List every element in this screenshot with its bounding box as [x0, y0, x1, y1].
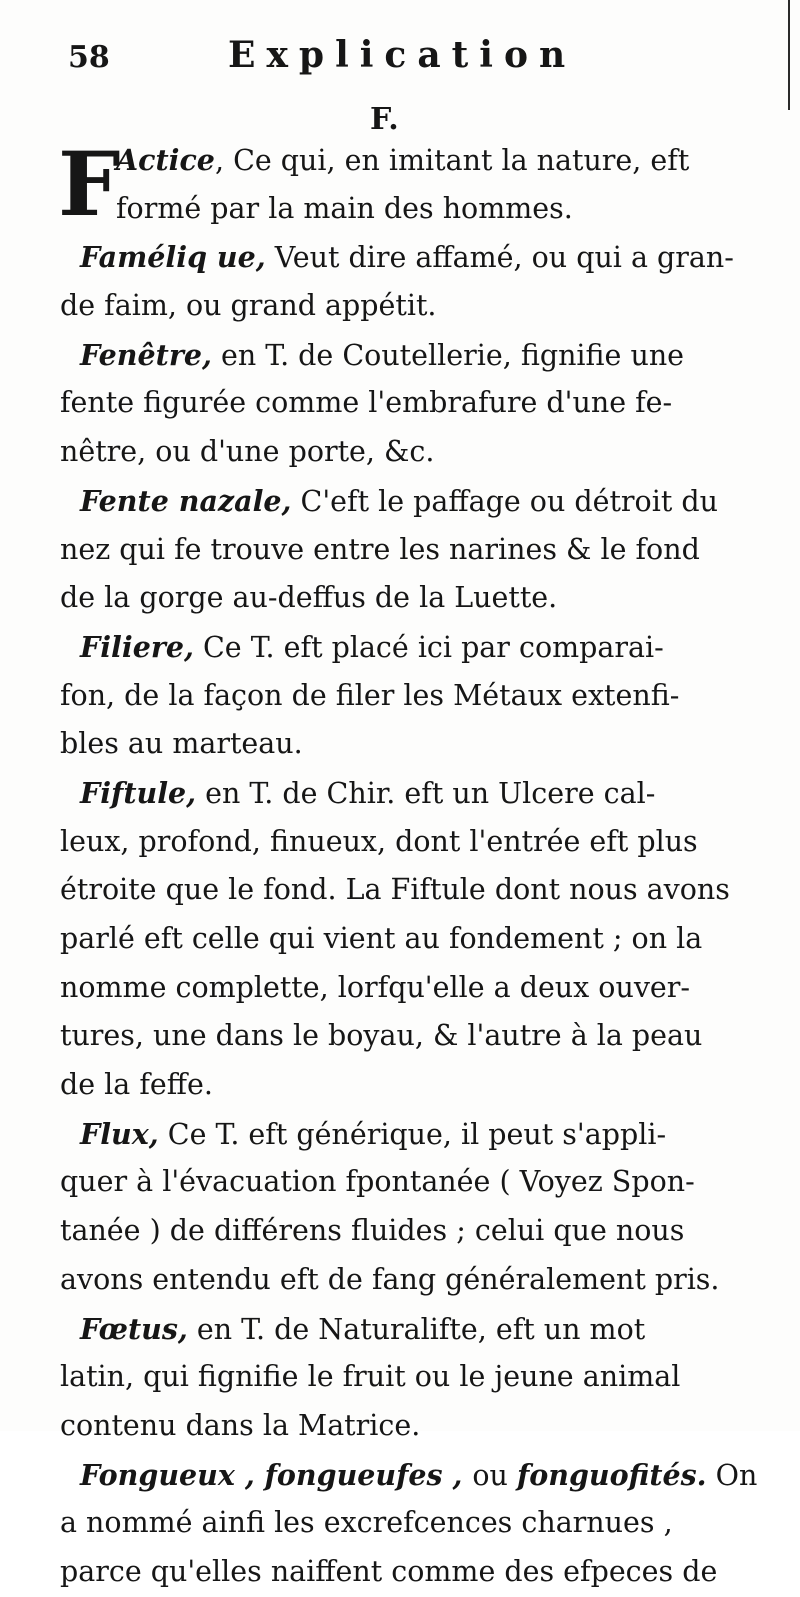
- entry-text: tures, une dans le boyau, & l'autre à la peau: [60, 1019, 703, 1053]
- entry-term: Fiftule,: [80, 775, 197, 810]
- text-line: [60, 428, 772, 477]
- text-line: [60, 1158, 772, 1207]
- text-line: [60, 1256, 772, 1305]
- text-line: [60, 964, 772, 1013]
- glossary-text: [58, 132, 772, 1597]
- page-number: 58: [68, 40, 110, 75]
- entry-text: formé par la main des hommes.: [116, 191, 573, 225]
- text-line: [60, 818, 772, 867]
- text-line: [60, 1353, 772, 1402]
- entry-text: tanée ) de différens fluides ; celui que nous: [60, 1214, 685, 1248]
- entry-text: avons entendu eft de fang généralement pris.: [60, 1262, 720, 1296]
- entry-term: Filiere,: [80, 629, 194, 664]
- entry-text: en T. de Coutellerie, fignifie une: [211, 338, 685, 372]
- entry-text: nomme complette, lorfqu'elle a deux ouver-: [60, 970, 691, 1004]
- entry-text: bles au marteau.: [60, 727, 303, 761]
- text-line: [60, 282, 772, 331]
- text-line: [60, 1012, 772, 1061]
- entry-term: Flux,: [80, 1116, 159, 1151]
- text-line: [60, 1061, 772, 1110]
- entry-text: Veut dire affamé, ou qui a gran-: [265, 241, 734, 275]
- running-title: Explication: [228, 34, 577, 76]
- text-line: [60, 623, 772, 672]
- entry-text: parlé eft celle qui vient au fondement ; on la: [60, 922, 703, 955]
- entry-text: On: [706, 1458, 758, 1492]
- text-line: [60, 477, 772, 526]
- entry-text: de la feffe.: [60, 1068, 213, 1102]
- text-line: [60, 720, 772, 769]
- entry-text: en T. de Chir. eft un Ulcere cal-: [196, 776, 656, 810]
- text-line: [60, 136, 772, 185]
- text-line: [60, 526, 772, 575]
- text-line: [60, 331, 772, 380]
- entry-text: nez qui fe trouve entre les narines & le fond: [60, 532, 700, 566]
- text-line: [60, 915, 772, 964]
- entry-term: Faméliq ue,: [80, 240, 266, 275]
- entry-text: leux, profond, finueux, dont l'entrée eft plus: [60, 824, 698, 858]
- entry-term: Fenêtre,: [80, 337, 212, 372]
- entry-text: en T. de Naturalifte, eft un mot: [187, 1312, 646, 1346]
- entry-text: contenu dans la Matrice.: [60, 1408, 421, 1442]
- text-line: [60, 1110, 772, 1159]
- text-line: [60, 672, 772, 721]
- entry-term: Fœtus,: [80, 1311, 188, 1346]
- text-line: [60, 866, 772, 915]
- entry-term: fonguofités.: [516, 1457, 707, 1492]
- text-line: [60, 233, 772, 282]
- page-header: [0, 34, 800, 94]
- text-line: [60, 574, 772, 623]
- entry-term: Fente nazale,: [80, 483, 292, 518]
- entry-text: C'eft le paffage ou détroit du: [291, 484, 718, 518]
- entry-text: latin, qui fignifie le fruit ou le jeune animal: [60, 1360, 681, 1394]
- entry-text: étroite que le fond. La Fiftule dont nous avons: [60, 873, 730, 907]
- text-line: [60, 185, 772, 234]
- text-line: [60, 769, 772, 818]
- entry-term: Fongueux , fongueufes ,: [80, 1457, 473, 1492]
- entry-text: Ce T. eft placé ici par comparai-: [193, 630, 664, 664]
- text-line: [60, 1207, 772, 1256]
- entry-text: nêtre, ou d'une porte, &c.: [60, 435, 435, 469]
- entry-text: , Ce qui, en imitant la nature, eft: [214, 144, 690, 177]
- entry-text: Ce T. eft générique, il peut s'appli-: [158, 1117, 667, 1151]
- text-line: [60, 1548, 772, 1597]
- section-letter: F.: [370, 102, 399, 137]
- entry-text: de la gorge au-deffus de la Luette.: [60, 581, 558, 615]
- text-line: [60, 1499, 772, 1548]
- text-line: [60, 1451, 772, 1500]
- entry-text: quer à l'évacuation fpontanée ( Voyez Spon-: [60, 1165, 695, 1199]
- entry-term: Actice: [116, 143, 215, 177]
- entry-text: parce qu'elles naiffent comme des efpeces de: [60, 1554, 718, 1588]
- text-line: [60, 379, 772, 428]
- text-line: [60, 1305, 772, 1354]
- drop-cap: F: [58, 132, 121, 236]
- entry-text: de faim, ou grand appétit.: [60, 289, 437, 323]
- entry-text: a nommé ainfi les excrefcences charnues ,: [60, 1506, 673, 1540]
- entry-text: fon, de la façon de filer les Métaux extenfi-: [60, 678, 680, 712]
- text-line: [60, 1402, 772, 1451]
- entry-text: ou: [472, 1458, 517, 1492]
- entry-text: fente figurée comme l'embrafure d'une fe-: [60, 386, 673, 420]
